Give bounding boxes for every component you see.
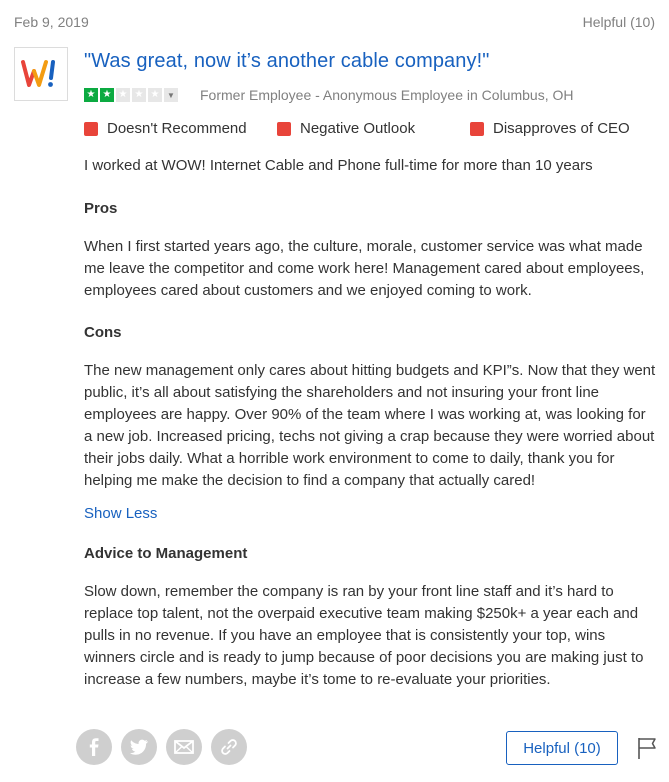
review-title[interactable]: "Was great, now it’s another cable company!" xyxy=(84,50,490,72)
helpful-count: Helpful (10) xyxy=(582,14,655,30)
advice-text: Slow down, remember the company is ran by your front line staff and it’s hard to replace top talent, not the overpaid executive team making $250k+ a year each and pulls in no revenue. If you have an employee that is consistently your top, wins winners circle and is ready to jump because of poor decisions you are making just to increase a few numbers, maybe it’s tome to re-evaluate your priorities. xyxy=(84,583,644,688)
flag-outlook xyxy=(277,120,470,137)
twitter-icon xyxy=(130,739,148,755)
red-square-icon xyxy=(470,122,484,136)
star-icon: ★ xyxy=(132,88,146,102)
review-author: Former Employee - Anonymous Employee in Columbus, OH xyxy=(200,87,574,103)
flag-icon xyxy=(636,736,658,760)
flag-recommend xyxy=(84,120,277,137)
facebook-share-button[interactable] xyxy=(76,729,112,765)
show-less-link[interactable]: Show Less xyxy=(84,505,158,522)
pros-heading: Pros xyxy=(84,200,118,217)
flag-label: Negative Outlook xyxy=(300,120,416,137)
star-icon: ★ xyxy=(100,88,114,102)
star-rating[interactable] xyxy=(84,88,178,102)
advice-heading: Advice to Management xyxy=(84,545,248,562)
link-icon xyxy=(220,738,238,756)
star-icon: ★ xyxy=(84,88,98,102)
review-flags xyxy=(84,120,630,137)
review-date: Feb 9, 2019 xyxy=(14,14,89,30)
company-logo[interactable] xyxy=(14,47,68,101)
wow-logo-icon xyxy=(21,59,61,89)
twitter-share-button[interactable] xyxy=(121,729,157,765)
star-icon: ★ xyxy=(116,88,130,102)
red-square-icon xyxy=(277,122,291,136)
email-icon xyxy=(174,740,194,754)
facebook-icon xyxy=(86,738,102,756)
cons-text: The new management only cares about hitting budgets and KPI”s. Now that they went public, it’s all about satisfying the shareholders and not insuring your front line employees are happy. Over 90% of the team where I was working at, was looking for a new job. Increased pricing, techs not giving a crap because they were worried about their jobs daily. What a horrible work environment to come to daily, thank you for helping me make the decision to find a company that actually cared! xyxy=(84,362,656,489)
pros-text: When I first started years ago, the culture, morale, customer service was what made me leave the competitor and come work here! Management cared about employees, employees cared about customers and we enjoyed coming to work. xyxy=(84,238,645,299)
flag-label: Disapproves of CEO xyxy=(493,120,630,137)
review-header xyxy=(14,14,655,32)
red-square-icon xyxy=(84,122,98,136)
share-buttons xyxy=(76,729,256,765)
cons-heading: Cons xyxy=(84,324,122,341)
flag-ceo xyxy=(470,120,630,137)
email-share-button[interactable] xyxy=(166,729,202,765)
chevron-down-icon[interactable]: ▼ xyxy=(164,88,178,102)
link-share-button[interactable] xyxy=(211,729,247,765)
rating-row xyxy=(84,86,573,104)
report-flag-button[interactable] xyxy=(636,736,658,760)
star-icon: ★ xyxy=(148,88,162,102)
helpful-button[interactable]: Helpful (10) xyxy=(506,731,618,765)
employment-info: I worked at WOW! Internet Cable and Phone full-time for more than 10 years xyxy=(84,157,593,174)
flag-label: Doesn't Recommend xyxy=(107,120,247,137)
